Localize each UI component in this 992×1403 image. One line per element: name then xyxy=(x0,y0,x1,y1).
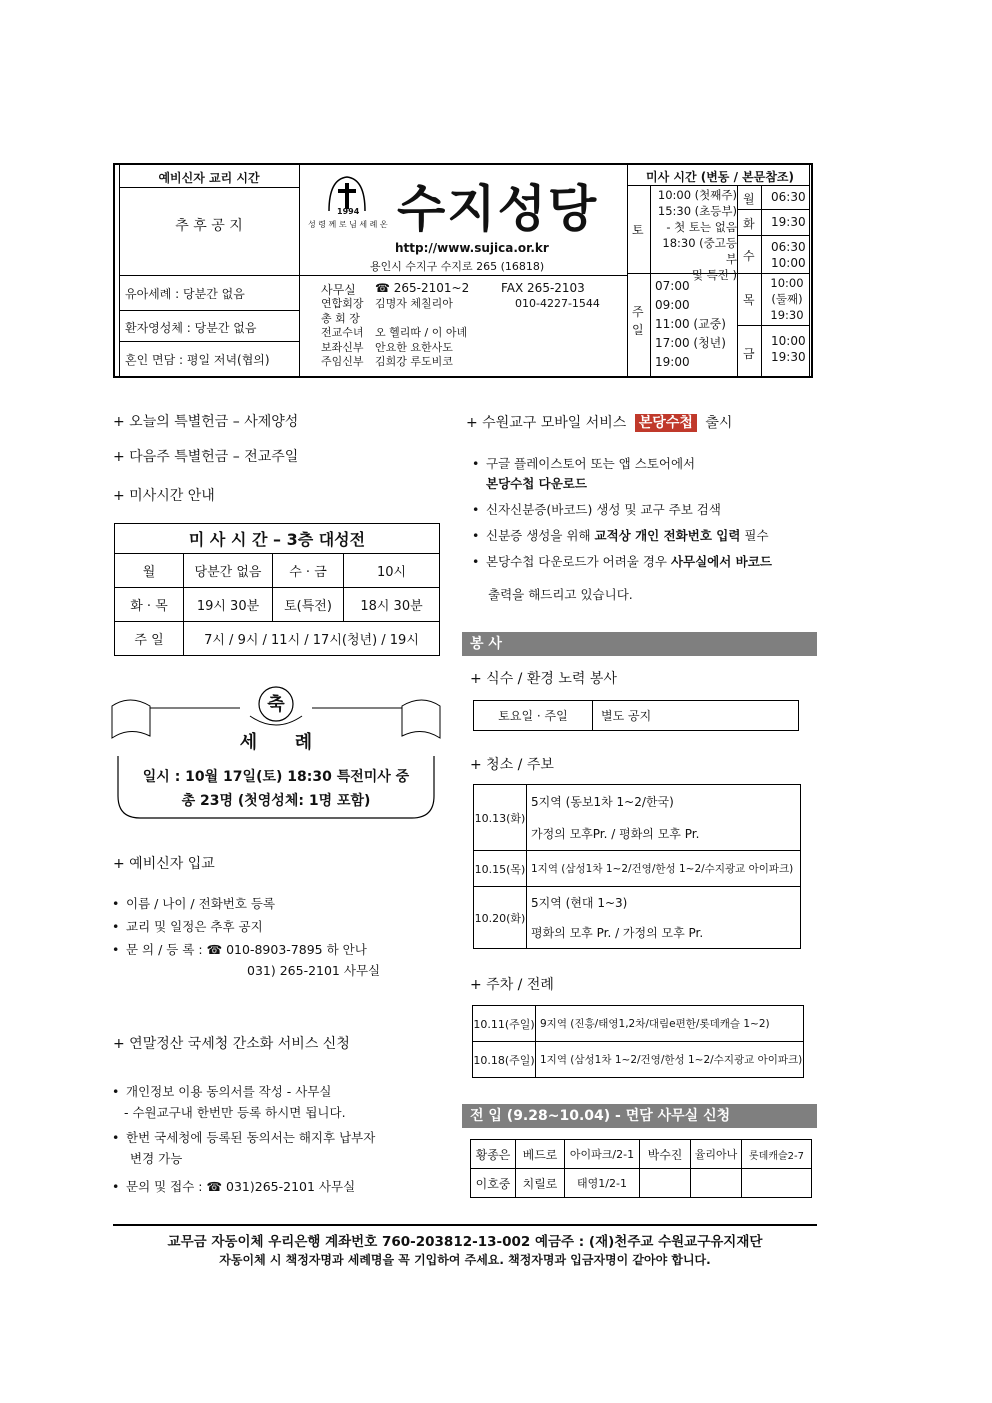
transfer-table xyxy=(470,1139,812,1198)
list-item: • 이름 / 나이 / 전화번호 등록 xyxy=(110,892,440,915)
table-cell: 5지역 (동보1차 1~2/한국) 가정의 모후Pr. / 평화의 모후 Pr. xyxy=(527,785,801,851)
logo-caption: 성 령 께 로 님 세 례 온 xyxy=(308,220,388,229)
table-cell: 18시 30분 xyxy=(344,588,440,622)
church-name: 수지성당 xyxy=(397,180,599,238)
table-cell: 10시 xyxy=(344,554,440,588)
transfer-section-bar: 전 입 (9.28~10.04) - 면담 사무실 신청 xyxy=(462,1104,817,1128)
weekday-wed: 수 xyxy=(743,249,755,263)
table-cell: 이호중 xyxy=(471,1169,516,1198)
mobile-service-prefix: + 수원교구 모바일 서비스 xyxy=(466,415,627,431)
logo-year: 1994 xyxy=(337,207,360,216)
table-cell xyxy=(640,1169,691,1198)
list-item: • 문 의 / 등 록 : ☎ 010-8903-7895 하 안나 xyxy=(110,938,440,961)
entry-extra-phone: 031) 265-2101 사무실 xyxy=(247,963,381,978)
tax-item1-sub: - 수원교구내 한번만 등록 하시면 됩니다. xyxy=(124,1105,346,1120)
divider xyxy=(737,235,809,236)
table-cell: 토요일 · 주일 xyxy=(474,701,593,731)
mobile-service-suffix: 출시 xyxy=(705,415,733,431)
clean-service-table xyxy=(473,784,801,949)
weekday-wed-times: 06:30 10:00 xyxy=(771,240,806,270)
divider xyxy=(650,185,651,376)
mobile-item4-cont: 출력을 해드리고 있습니다. xyxy=(488,587,633,602)
baptism-title: 세 례 xyxy=(239,732,313,753)
table-cell xyxy=(691,1169,742,1198)
list-item: • 한번 국세청에 등록된 동의서는 해지후 납부자 xyxy=(110,1126,440,1149)
weekday-mon: 월 xyxy=(743,192,755,206)
celebration-seal: 축 xyxy=(267,694,285,715)
sunday-label: 주일 xyxy=(632,305,644,337)
meal-service-table xyxy=(473,700,799,731)
website-link[interactable]: http://www.sujica.or.kr xyxy=(395,241,549,255)
weekday-thu: 목 xyxy=(743,293,755,307)
weekday-fri-times: 10:00 19:30 xyxy=(771,334,806,364)
meal-service-title: + 식수 / 환경 노력 봉사 xyxy=(470,671,617,687)
divider xyxy=(299,275,627,276)
entry-title: + 예비신자 입교 xyxy=(113,856,215,872)
table-cell: 화 · 목 xyxy=(115,588,184,622)
list-item: • 신분증 생성을 위해 교적상 개인 전화번호 입력 필수 xyxy=(470,526,815,546)
weekday-tue-time: 19:30 xyxy=(771,215,806,229)
tax-item2-cont: 변경 가능 xyxy=(130,1151,183,1166)
baptism-line1: 일시 : 10월 17일(토) 18:30 특전미사 중 xyxy=(142,769,410,785)
table-cell: 치릴로 xyxy=(516,1169,565,1198)
saturday-times: 10:00 (첫째주) 15:30 (초등부) - 첫 토는 없음 18:30 (중고등부 및 특전 ) xyxy=(657,188,737,282)
divider xyxy=(119,310,299,311)
address: 용인시 수지구 수지로 265 (16818) xyxy=(370,260,545,273)
divider xyxy=(737,185,738,376)
baptism-line2: 총 23명 (첫영성체: 1명 포함) xyxy=(181,793,371,809)
table-cell: 아이파크/2-1 xyxy=(565,1140,640,1169)
mass-time-table xyxy=(114,523,440,656)
divider xyxy=(737,209,809,210)
footer-line1: 교무금 자동이체 우리은행 계좌번호 760-203812-13-002 예금주 : (재)천주교 수원교구유지재단 xyxy=(167,1234,763,1250)
divider xyxy=(627,165,628,376)
weekday-fri: 금 xyxy=(743,347,755,361)
saturday-label: 토 xyxy=(632,223,644,237)
table-cell xyxy=(742,1169,812,1198)
entry-list xyxy=(110,892,440,961)
table-cell: 당분간 없음 xyxy=(184,554,273,588)
office-label: 사무실 xyxy=(321,283,356,297)
divider xyxy=(809,165,810,376)
table-cell: 수 · 금 xyxy=(273,554,344,588)
header-box xyxy=(113,163,813,378)
infant-baptism: 유아세례 : 당분간 없음 xyxy=(125,287,245,301)
table-cell: 1지역 (삼성1차 1~2/건영/한성 1~2/수지광교 아이파크) xyxy=(536,1042,804,1078)
list-item: • 신자신분증(바코드) 생성 및 교구 주보 검색 xyxy=(470,500,815,520)
special-offering-next: + 다음주 특별헌금 – 전교주일 xyxy=(113,449,299,465)
clean-service-title: + 청소 / 주보 xyxy=(470,757,554,773)
fax: FAX 265-2103 xyxy=(501,281,585,295)
table-cell: 10.13(화) xyxy=(474,785,527,851)
table-cell: 율리아나 xyxy=(691,1140,742,1169)
tax-list xyxy=(110,1080,440,1103)
table-cell: 황종은 xyxy=(471,1140,516,1169)
divider xyxy=(119,165,120,376)
footer-rule xyxy=(113,1224,817,1226)
footer-line2: 자동이체 시 책정자명과 세례명을 꼭 기입하여 주세요. 책정자명과 입금자명이 같아야 합니다. xyxy=(219,1253,711,1267)
table-cell: 박수진 xyxy=(640,1140,691,1169)
weekday-tue: 화 xyxy=(743,217,755,231)
table-cell: 월 xyxy=(115,554,184,588)
tax-title: + 연말정산 국세청 간소화 서비스 신청 xyxy=(113,1036,350,1052)
list-item: • 교리 및 일정은 추후 공지 xyxy=(110,915,440,938)
marriage-interview: 혼인 면담 : 평일 저녁(협의) xyxy=(125,353,270,367)
table-cell: 10.15(목) xyxy=(474,851,527,887)
list-item: • 본당수첩 다운로드가 어려울 경우 사무실에서 바코드 xyxy=(470,552,815,572)
sick-communion: 환자영성체 : 당분간 없음 xyxy=(125,321,257,335)
table-cell: 5지역 (현대 1~3) 평화의 모후 Pr. / 가정의 모후 Pr. xyxy=(527,887,801,949)
table-cell: 10.11(주일) xyxy=(473,1006,536,1042)
tax-list-2 xyxy=(110,1126,440,1149)
divider xyxy=(119,275,299,276)
divider xyxy=(761,185,762,376)
baptism-banner xyxy=(110,686,442,826)
mass-table-title: 미 사 시 간 – 3층 대성전 xyxy=(115,524,440,554)
divider xyxy=(119,341,299,342)
table-cell: 19시 30분 xyxy=(184,588,273,622)
mass-guide-title: + 미사시간 안내 xyxy=(113,488,215,504)
office-phone: ☎ 265-2101~2 xyxy=(375,281,470,295)
divider xyxy=(737,325,809,326)
table-cell: 베드로 xyxy=(516,1140,565,1169)
list-item: • 구글 플레이스토어 또는 앱 스토어에서 본당수첩 다운로드 xyxy=(470,454,815,494)
table-cell: 별도 공지 xyxy=(593,701,799,731)
mobile-badge: 본당수첩 xyxy=(635,414,697,432)
weekday-mon-time: 06:30 xyxy=(771,190,806,204)
list-item: • 개인정보 이용 동의서를 작성 - 사무실 xyxy=(110,1080,440,1103)
table-cell: 10.18(주일) xyxy=(473,1042,536,1078)
list-item: • 문의 및 접수 : ☎ 031)265-2101 사무실 xyxy=(110,1175,440,1198)
divider xyxy=(737,273,809,274)
table-cell: 태영1/2-1 xyxy=(565,1169,640,1198)
service-section-bar: 봉 사 xyxy=(462,632,817,656)
special-offering-today: + 오늘의 특별헌금 – 사제양성 xyxy=(113,414,299,430)
divider xyxy=(119,187,299,188)
table-cell: 9지역 (진흥/태영1,2차/대림e편한/롯데캐슬 1~2) xyxy=(536,1006,804,1042)
table-cell: 7시 / 9시 / 11시 / 17시(청년) / 19시 xyxy=(184,622,440,656)
table-cell: 10.20(화) xyxy=(474,887,527,949)
divider xyxy=(627,185,809,186)
catechumen-title: 예비신자 교리 시간 xyxy=(158,171,260,185)
mass-times-title: 미사 시간 (변동 / 본문참조) xyxy=(646,170,794,184)
weekday-thu-times: 10:00 (둘째) 19:30 xyxy=(770,276,804,322)
table-cell: 1지역 (삼성1차 1~2/건영/한성 1~2/수지광교 아이파크) xyxy=(527,851,801,887)
sunday-times: 07:00 09:00 11:00 (교중) 17:00 (청년) 19:00 xyxy=(655,279,726,369)
parking-service-table xyxy=(472,1005,804,1078)
mobile-service-title xyxy=(466,412,732,432)
contacts-list: 연합회장 김명자 체칠리아 010-4227-1544 총 회 장 전교수녀 오 헬리따 / 이 아녜 보좌신부 안요한 요한사도 주임신부 김희강 루도비코 xyxy=(321,297,600,368)
mobile-service-list xyxy=(470,454,815,572)
table-cell: 롯데캐슬2-7 xyxy=(742,1140,812,1169)
table-cell: 주 일 xyxy=(115,622,184,656)
table-cell: 토(특전) xyxy=(273,588,344,622)
divider xyxy=(299,165,300,376)
catechumen-value: 추 후 공 지 xyxy=(175,218,243,234)
tax-list-3 xyxy=(110,1175,440,1198)
parking-service-title: + 주차 / 전례 xyxy=(470,977,554,993)
